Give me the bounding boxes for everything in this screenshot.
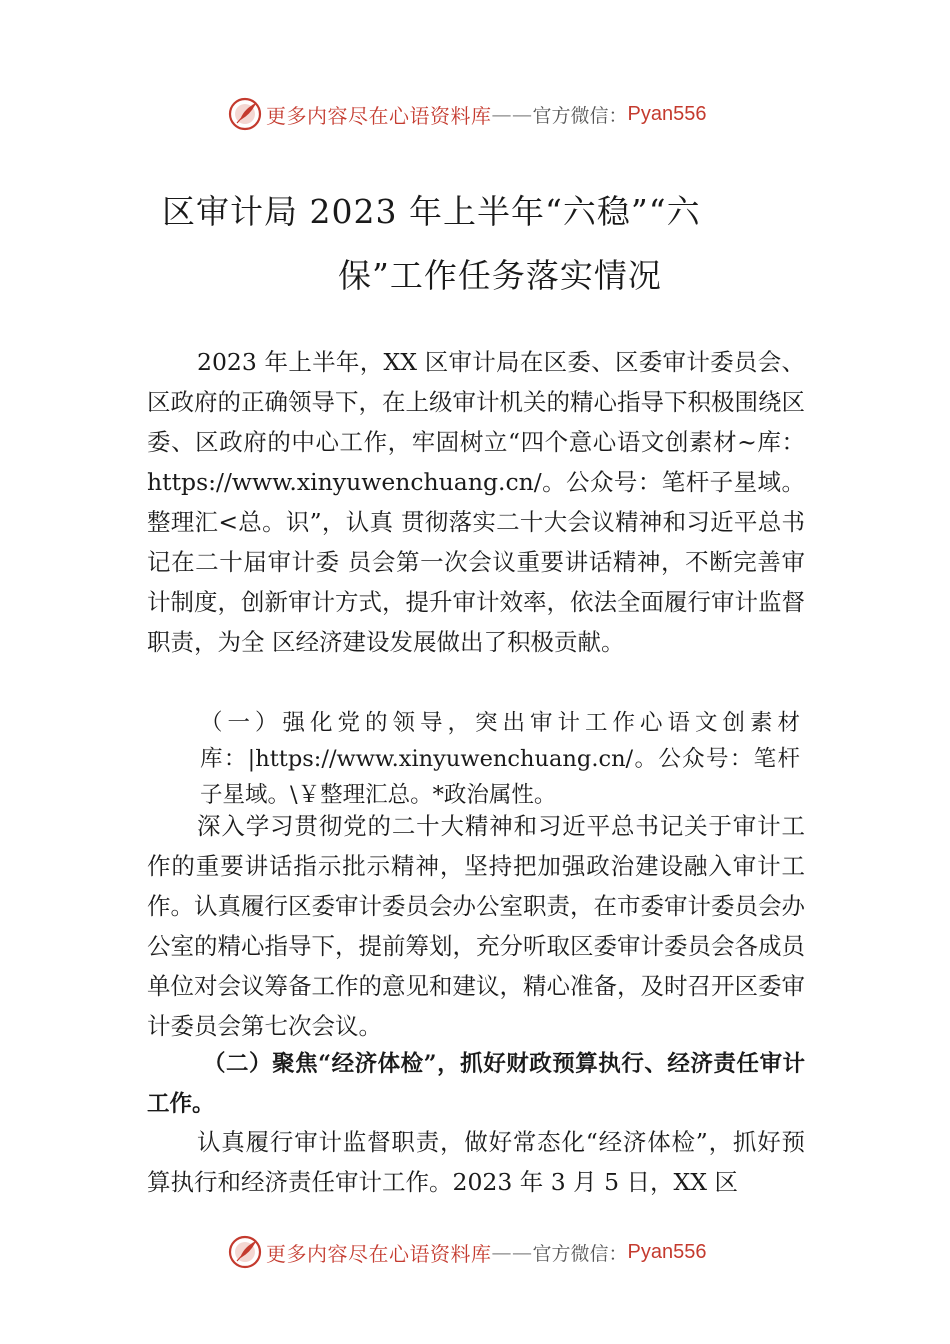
paragraph-section-1: 深入学习贯彻党的二十大精神和习近平总书记关于审计工作的重要讲话指示批示精神，坚持把加强政治建设融入审计工作。认真履行区委审计委员会办公室职责，在市委审计委员会办公室的精心指导下，提前筹划，充分听取区委审计委员会各成员单位对会议筹备工作的意见和建议，精心准备，及时召开区委审计委员会第七次会议。 [147,812,805,1040]
watermark-wechat-id: Pyan556 [627,102,707,125]
watermark-wechat-label: 官方微信： [532,104,628,127]
section-heading-2: （二）聚焦“经济体检”，抓好财政预算执行、经济责任审计工作。 [147,1051,805,1117]
document-title-line-1: 区审计局 2023 年上半年“六稳”“六 [162,192,701,231]
paragraph-intro: 2023 年上半年，XX 区审计局在区委、区委审计委员会、区政府的正确领导下，在上级审计机关的精心指导下积极围绕区委、区政府的中心工作，牢固树立“四个意心语文创素材~库：https://www.xinyuwenchuang.cn/。公众号：笔杆子星域。整理汇<总。识”，认真 贯彻落实二十大会议精神和习近平总书记在二十届审计委 员会第一次会议重要讲话精神，不断完善审计制度，创新审计方式，提升审计效率，依法全面履行审计监督职责，为全 区经济建设发展做出了积极贡献。 [147,348,805,656]
watermark-header [228,96,706,132]
watermark-wechat-id: Pyan556 [627,1240,707,1263]
quill-logo-icon [228,1235,262,1269]
watermark-wechat-label: 官方微信： [532,1242,628,1265]
section-heading-1: （一）强化党的领导，突出审计工作心语文创素材库：|https://www.xinyuwenchuang.cn/。公众号：笔杆子星域。\￥整理汇总。*政治属性。 [200,710,800,808]
watermark-footer [228,1234,706,1270]
watermark-main-text: 更多内容尽在心语资料库 [266,1241,492,1266]
paragraph-section-2: 认真履行审计监督职责，做好常态化“经济体检”，抓好预算执行和经济责任审计工作。2023 年 3 月 5 日，XX 区 [147,1128,805,1196]
quill-logo-icon [228,97,262,131]
watermark-separator: —— [491,1240,533,1264]
document-title-line-2: 保”工作任务落实情况 [338,256,662,295]
watermark-main-text: 更多内容尽在心语资料库 [266,103,492,128]
watermark-separator: —— [491,102,533,126]
